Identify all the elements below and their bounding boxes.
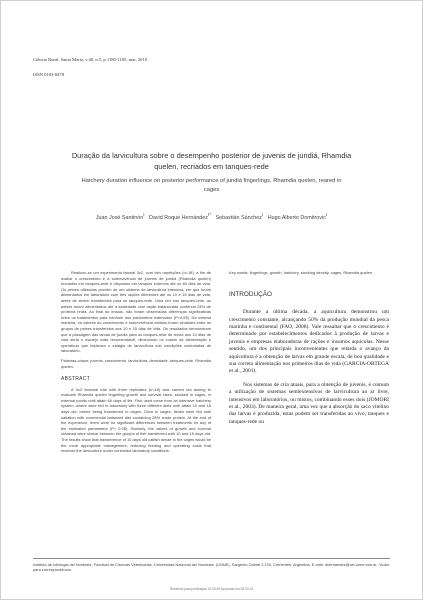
introduction-heading: INTRODUÇÃO [229, 290, 272, 298]
left-column [61, 270, 211, 458]
abstract-keywords: Key words: fingerlings, growth, hatchery, stocking density, cages, Rhamdia quelen. [229, 270, 374, 275]
author-name: Sebastián Sánchez [215, 214, 262, 221]
resumo-text: Realizou-se um experimento fatorial 3x2, com três repetições (n=18), a fim de avaliar o crescimento e a sobrevivência de juvenis de jundiá (Rhamdia quelen) recriados em tanques-rede e dispostos em tanques externos até os 60 dias de vida. Os peixes utilizados provêm de um sistema de larvicultura intensiva, em que foram alimentados em laboratório com três rações diferentes até os 10 e 15 dias de vida, antes de serem transferidos para os tanques-rede. Uma vez nos tanques-rede, os peixes foram alimentados até a saciedade com ração balanceada contendo 28% de proteína bruta. Ao final do ensaio, não foram observadas diferenças significativas entre os tratamentos para nenhum dos parâmetros estimados (P>0,05). Da mesma maneira, os valores do crescimento e sobrevivência obtidos foram similares entre os grupos de peixes transferidos aos 10 e 15 dias de vida. Os resultados demonstram que a passagem das larvas de jundiá para os tanques-rede de recria aos 10 dias de vida seria o manejo mais recomendável, diminuindo os custos da alimentação e operativos que implicam o estágio de larvicultura sob condições controladas de laboratório. [61, 270, 211, 354]
issn: ISSN 0103-8478 [33, 72, 65, 77]
received-dates: Recebido para publicação 30.09.09 Aprovado em 05.03.10 [169, 587, 254, 591]
abstract-heading: ABSTRACT [61, 376, 91, 383]
author-name: Hugo Alberto Domitrovic [267, 214, 326, 221]
author-name: Juan José Santinón [95, 214, 144, 221]
affiliation-footnote: Instituto de Ictiologia del Nordeste, Facultad de Ciencias Veterinarias, Universidad Nacional del Nordeste, (UNNE), Sargento Cabral 2.139, Corrientes, Argentina. E-mail: dhernandez@vet.unne.edu.ar. *Autor para correspondência. [33, 558, 390, 572]
introduction-paragraph: Durante a última década, a aquicultura demonstrou um crescimento constante, alcançando 50% da produção mundial da pesca marinha e continental (FAO, 2008). Vale ressaltar que o crescimento é determinado por estabelecimentos dedicados à produção de larvas e juvenis e empresas elaboradoras de rações e insumos aquícolas. Nesse sentido, um dos principais inconvenientes que retarda o avanço da aquicultura é a obtenção de larvas em grande escala, de boa qualidade e sua correta alimentação nos primeiros dias de vida (GARCIA-ORTEGA et al., 2001). [229, 309, 389, 375]
resumo-keywords: Palavras-chave: juvenis, crescimento, larvicultura, densidade, tanques-rede, Rhamdia quelen. [61, 357, 211, 369]
title-portuguese: Duração da larvicultura sobre o desempenho posterior de juvenis de jundiá, Rhamdia quelen, recriados em tanques-rede [71, 151, 352, 171]
right-column [229, 270, 389, 432]
author-list: Juan José Santinón$^I$ David Roque Hernández$^{I*}$ Sebastián Sánchez$^I$ Hugo Alberto Domitrovic$^I$ [95, 212, 328, 221]
author-name: David Roque Hernández [148, 214, 209, 221]
journal-citation: Ciência Rural, Santa Maria, v.40, n.5, p.1180-1185, mai, 2010 [33, 57, 148, 62]
introduction-paragraph: Nos sistemas de cria atuais, para a obtenção de juvenis, é comum a utilização de sistemas semiextensivos de larvicultura ao ar livre, intensivos em laboratórios, ou mistos, combinando esses dois (JOMORI et al., 2003). De maneira geral, uma vez que a absorção do saco vitelino das larvas é produzida, estas podem ser transferidas ao vivo, tanques e tanques-rede ou [229, 381, 389, 425]
title-english: Hatchery duration influence on posterior performance of jundiá fingerlings, Rhamdia quelen, reared in cages [81, 178, 342, 193]
abstract-text: A 3x2 factorial trial with three replicates (n=18) was carried out aiming to evaluate Rhamdia quelen fingerling growth and survival rates, stocked in cages, in external ponds until attain 60 days of life. Fish used come from an intensive hatchery system, where were fed in laboratory with three different diets until attain 10 and 15 days old, before being transferred to cages. Once in cages, fishes were fed until satiation with commercial balanced diet containing 28% crude protein. At the end of the experience, there were no significant differences between treatments for any of the estimated parameters (P> 0.05). Similarly, the values of growth and survival obtained were similar between the groups of fish transferred with 10 and 15 days old. The results show that transference of 10 days old catfish larvae to the cages would be the more appropriate management, reducing feeding and operating costs that involves the larviculture under controlled laboratory conditions. [61, 386, 211, 454]
